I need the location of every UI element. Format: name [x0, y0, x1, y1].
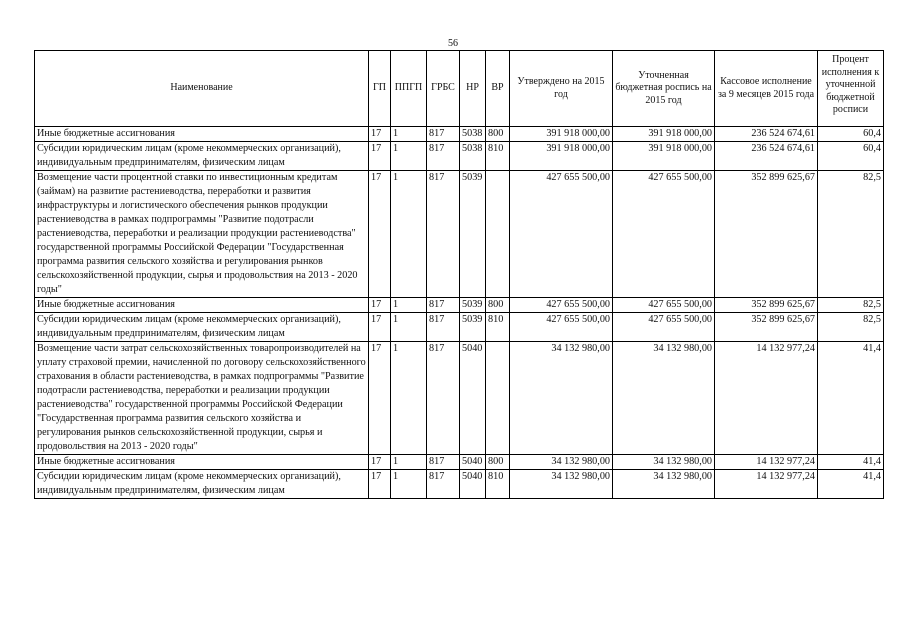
cell-nr: 5039 — [460, 313, 486, 342]
cell-name: Субсидии юридическим лицам (кроме некоммерческих организаций), индивидуальным предпринимателям, физическим лицам — [35, 313, 369, 342]
cell-nr: 5039 — [460, 171, 486, 298]
cell-name: Субсидии юридическим лицам (кроме некоммерческих организаций), индивидуальным предпринимателям, физическим лицам — [35, 142, 369, 171]
cell-grbs: 817 — [427, 171, 460, 298]
cell-vr: 810 — [486, 142, 510, 171]
cell-vr: 800 — [486, 127, 510, 142]
cell-cash: 14 132 977,24 — [715, 470, 818, 499]
cell-approved: 34 132 980,00 — [510, 342, 613, 455]
cell-grbs: 817 — [427, 313, 460, 342]
cell-ppgp: 1 — [391, 455, 427, 470]
col-percent-label: Процент исполнения к уточненной бюджетной росписи — [821, 54, 880, 116]
col-refined-header: Уточненная бюджетная роспись на 2015 год — [613, 51, 715, 127]
cell-cash: 14 132 977,24 — [715, 455, 818, 470]
cell-percent: 60,4 — [818, 142, 884, 171]
cell-cash: 352 899 625,67 — [715, 313, 818, 342]
cell-nr: 5040 — [460, 342, 486, 455]
cell-approved: 427 655 500,00 — [510, 298, 613, 313]
cell-approved: 391 918 000,00 — [510, 142, 613, 171]
cell-gp: 17 — [369, 142, 391, 171]
cell-grbs: 817 — [427, 298, 460, 313]
cell-nr: 5040 — [460, 455, 486, 470]
cell-refined: 391 918 000,00 — [613, 142, 715, 171]
table-row — [35, 470, 884, 499]
cell-ppgp: 1 — [391, 298, 427, 313]
cell-approved: 34 132 980,00 — [510, 470, 613, 499]
table-row — [35, 342, 884, 455]
col-name-header: Наименование — [35, 51, 369, 127]
table-row — [35, 171, 884, 298]
cell-nr: 5039 — [460, 298, 486, 313]
cell-grbs: 817 — [427, 342, 460, 455]
cell-grbs: 817 — [427, 470, 460, 499]
cell-approved: 427 655 500,00 — [510, 171, 613, 298]
page-number: 56 — [448, 38, 458, 49]
table-row — [35, 127, 884, 142]
cell-refined: 427 655 500,00 — [613, 313, 715, 342]
col-percent-header — [818, 51, 884, 127]
cell-ppgp: 1 — [391, 313, 427, 342]
cell-nr: 5038 — [460, 127, 486, 142]
cell-grbs: 817 — [427, 142, 460, 171]
cell-cash: 14 132 977,24 — [715, 342, 818, 455]
cell-vr — [486, 171, 510, 298]
cell-percent: 41,4 — [818, 470, 884, 499]
cell-name: Иные бюджетные ассигнования — [35, 455, 369, 470]
table-row — [35, 455, 884, 470]
cell-gp: 17 — [369, 298, 391, 313]
cell-grbs: 817 — [427, 127, 460, 142]
cell-percent: 82,5 — [818, 298, 884, 313]
cell-cash: 236 524 674,61 — [715, 127, 818, 142]
cell-refined: 34 132 980,00 — [613, 342, 715, 455]
col-approved-header: Утверждено на 2015 год — [510, 51, 613, 127]
cell-ppgp: 1 — [391, 171, 427, 298]
cell-vr — [486, 342, 510, 455]
cell-vr: 800 — [486, 455, 510, 470]
cell-ppgp: 1 — [391, 342, 427, 455]
cell-vr: 810 — [486, 313, 510, 342]
cell-gp: 17 — [369, 313, 391, 342]
cell-gp: 17 — [369, 470, 391, 499]
cell-cash: 352 899 625,67 — [715, 298, 818, 313]
col-nr-header: НР — [460, 51, 486, 127]
col-ppgp-header: ППГП — [391, 51, 427, 127]
cell-refined: 391 918 000,00 — [613, 127, 715, 142]
col-cash-header: Кассовое исполнение за 9 месяцев 2015 года — [715, 51, 818, 127]
cell-name: Возмещение части процентной ставки по инвестиционным кредитам (займам) на развитие растениеводства, переработки и развития инфраструктуры и логистического обеспечения рынков продукции растениеводства в рамках подпрограммы "Развитие подотрасли растениеводства, переработки и реализации продукции растениеводства" государственной программы Российской Федерации "Государственная программа развития сельского хозяйства и регулирования рынков сельскохозяйственной продукции, сырья и продовольствия на 2013 - 2020 годы" — [35, 171, 369, 298]
cell-percent: 82,5 — [818, 171, 884, 298]
cell-nr: 5038 — [460, 142, 486, 171]
cell-gp: 17 — [369, 342, 391, 455]
cell-ppgp: 1 — [391, 127, 427, 142]
cell-percent: 60,4 — [818, 127, 884, 142]
cell-gp: 17 — [369, 127, 391, 142]
cell-refined: 34 132 980,00 — [613, 470, 715, 499]
table-row — [35, 142, 884, 171]
cell-name: Иные бюджетные ассигнования — [35, 298, 369, 313]
cell-ppgp: 1 — [391, 470, 427, 499]
cell-gp: 17 — [369, 171, 391, 298]
table-header — [35, 51, 884, 127]
col-vr-header: ВР — [486, 51, 510, 127]
table-row — [35, 313, 884, 342]
cell-approved: 427 655 500,00 — [510, 313, 613, 342]
cell-refined: 427 655 500,00 — [613, 171, 715, 298]
cell-cash: 352 899 625,67 — [715, 171, 818, 298]
budget-table — [34, 50, 884, 499]
cell-cash: 236 524 674,61 — [715, 142, 818, 171]
cell-grbs: 817 — [427, 455, 460, 470]
cell-gp: 17 — [369, 455, 391, 470]
cell-name: Иные бюджетные ассигнования — [35, 127, 369, 142]
cell-percent: 41,4 — [818, 342, 884, 455]
cell-nr: 5040 — [460, 470, 486, 499]
cell-approved: 391 918 000,00 — [510, 127, 613, 142]
col-gp-header: ГП — [369, 51, 391, 127]
cell-refined: 427 655 500,00 — [613, 298, 715, 313]
cell-name: Субсидии юридическим лицам (кроме некоммерческих организаций), индивидуальным предпринимателям, физическим лицам — [35, 470, 369, 499]
cell-vr: 800 — [486, 298, 510, 313]
cell-percent: 82,5 — [818, 313, 884, 342]
cell-vr: 810 — [486, 470, 510, 499]
cell-percent: 41,4 — [818, 455, 884, 470]
cell-refined: 34 132 980,00 — [613, 455, 715, 470]
cell-name: Возмещение части затрат сельскохозяйственных товаропроизводителей на уплату страховой премии, начисленной по договору сельскохозяйственного страхования в области растениеводства, в рамках подпрограммы "Развитие подотрасли растениеводства, переработки и реализации продукции растениеводства" государственной программы Российской Федерации "Государственная программа развития сельского хозяйства и регулирования рынков сельскохозяйственной продукции, сырья и продовольствия на 2013 - 2020 годы" — [35, 342, 369, 455]
col-grbs-header: ГРБС — [427, 51, 460, 127]
cell-ppgp: 1 — [391, 142, 427, 171]
table-row — [35, 298, 884, 313]
cell-approved: 34 132 980,00 — [510, 455, 613, 470]
